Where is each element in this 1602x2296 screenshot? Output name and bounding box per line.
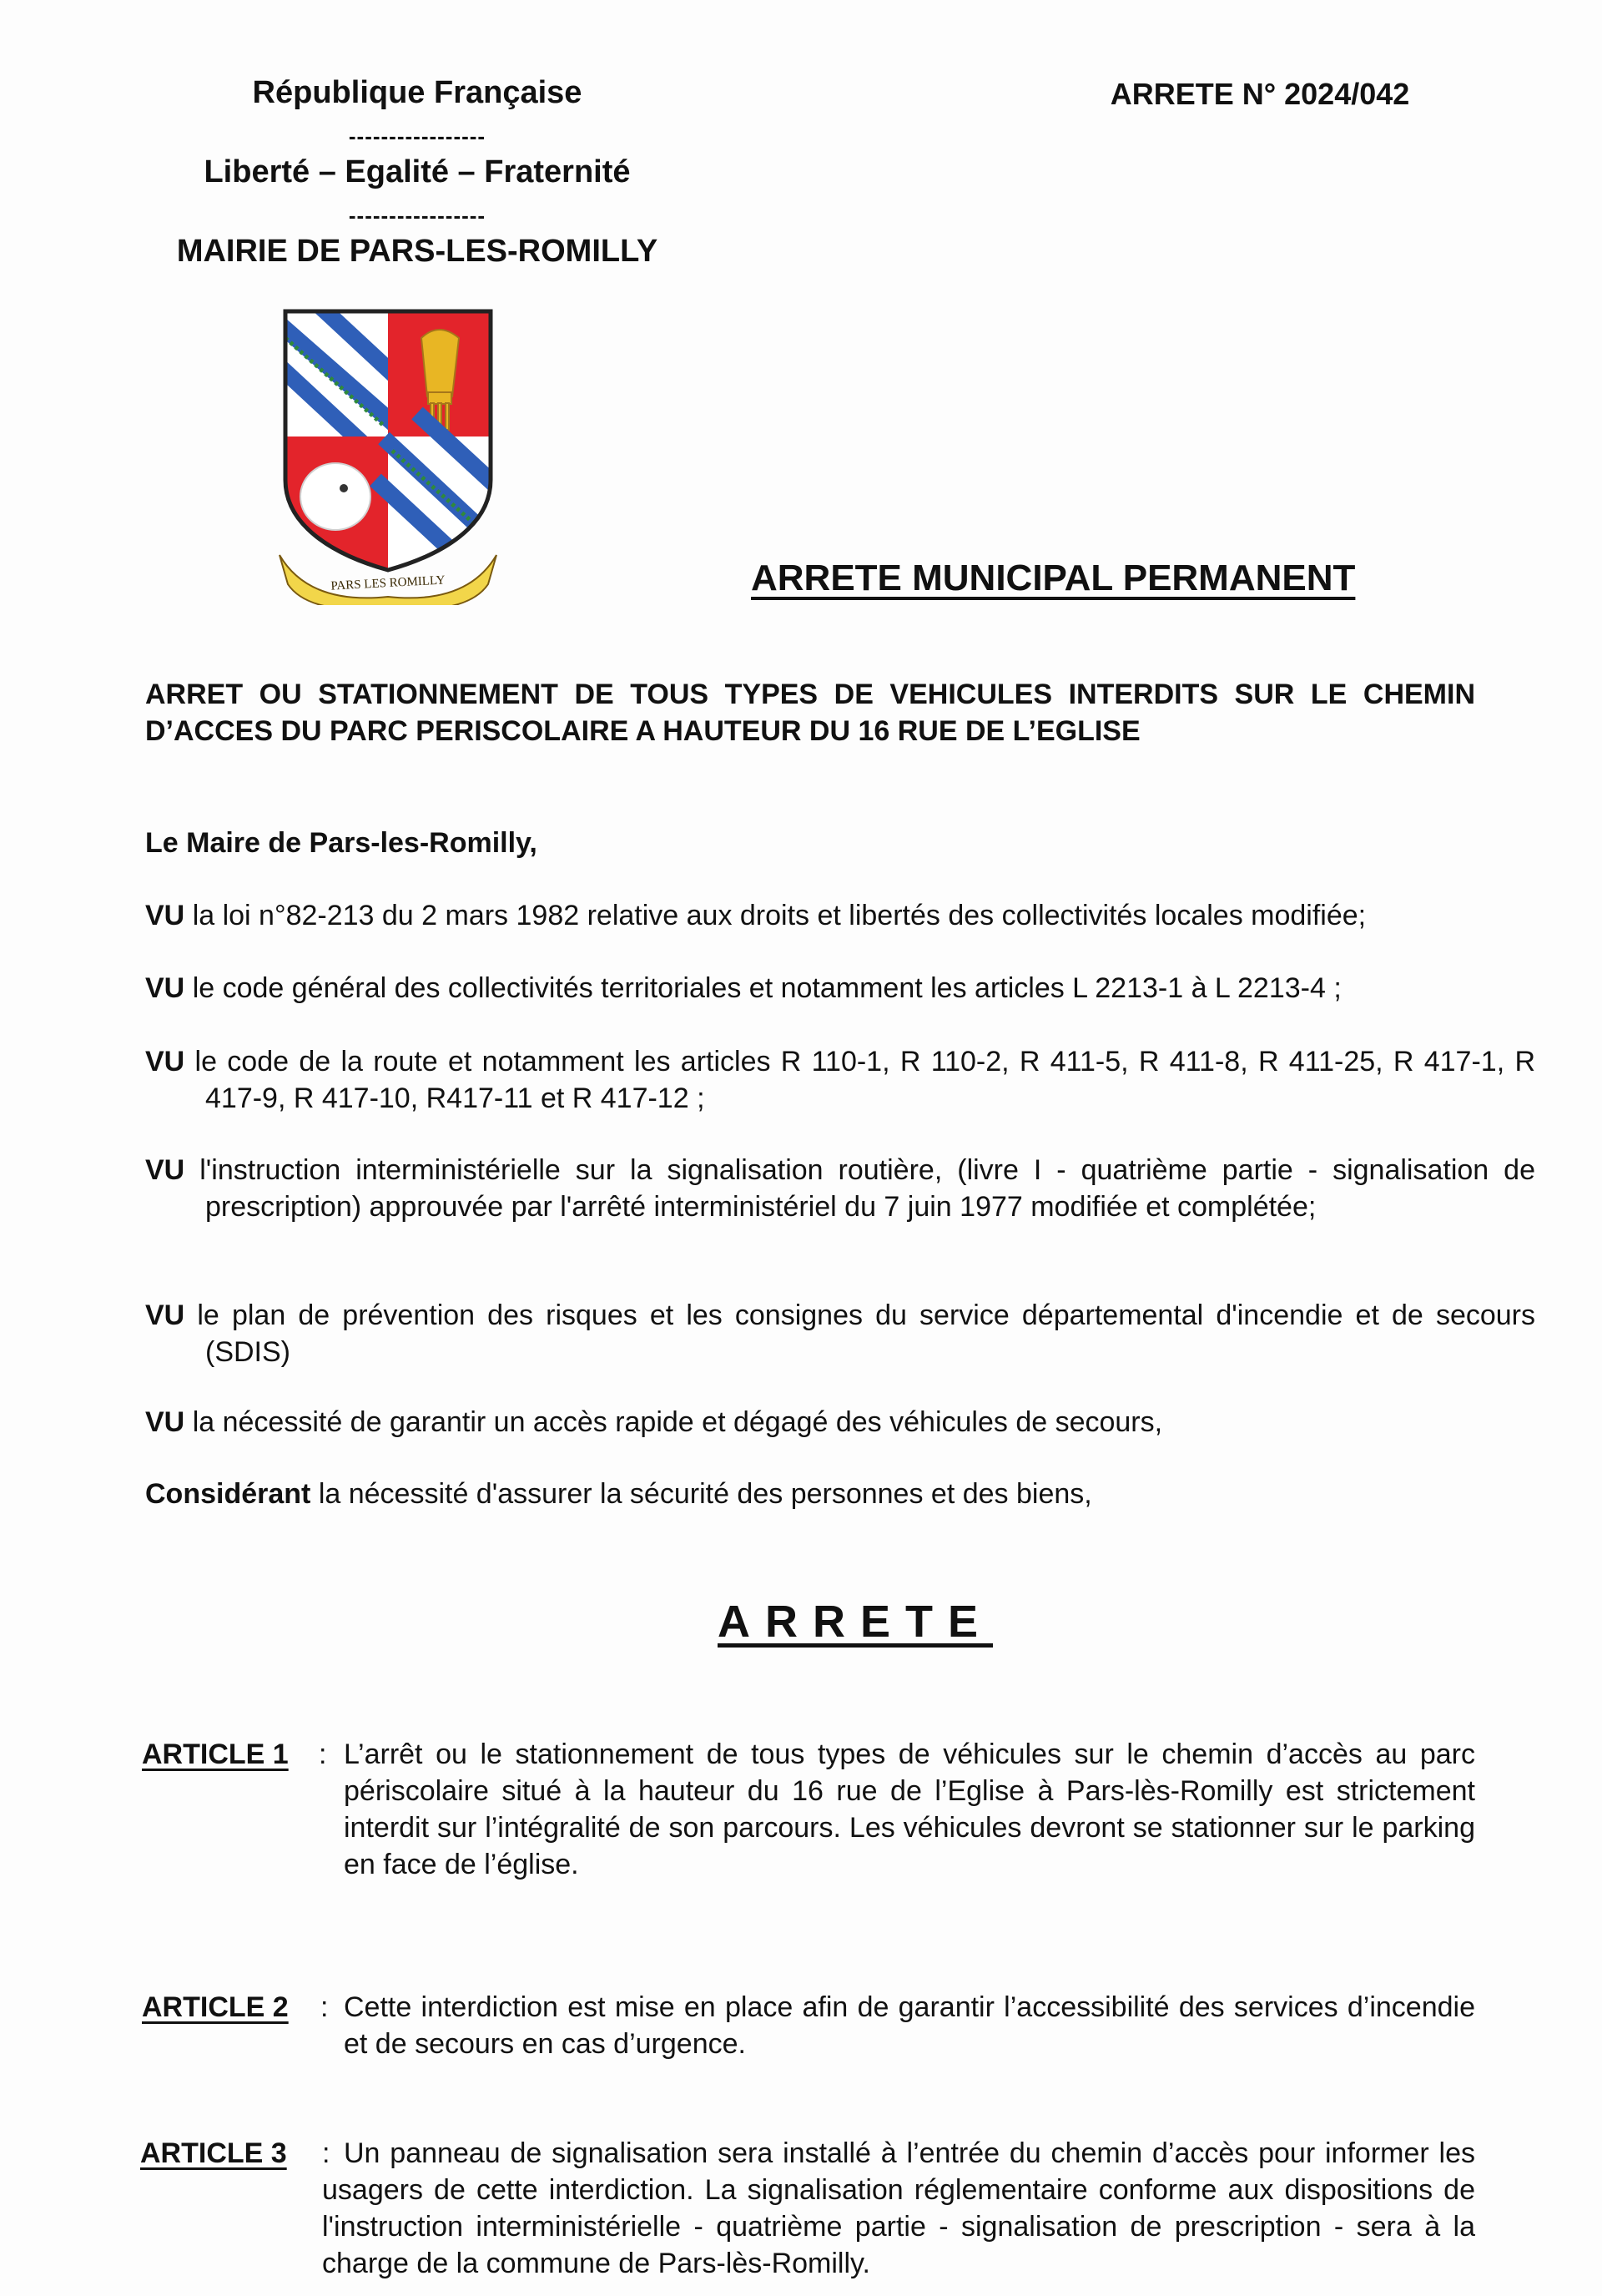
article-separator: : — [320, 1991, 329, 2023]
mayor-intro: Le Maire de Pars-les-Romilly, — [145, 827, 537, 859]
header-separator: ----------------- — [348, 124, 486, 149]
vu-text: la nécessité de garantir un accès rapide et dégagé des véhicules de secours, — [192, 1406, 1163, 1438]
article-text: Un panneau de signalisation sera installé à l’entrée du chemin d’accès pour informer les usagers de cette interdiction. La signalisation réglementaire conforme aux dispositions de l'instruction interministérielle - quatrième partie - signalisation de prescription - sera à la charge de la commune de Pars-lès-Romilly. — [322, 2137, 1475, 2279]
vu-label: VU — [145, 972, 185, 1004]
considerant-paragraph — [145, 1476, 1475, 1512]
article-label: ARTICLE 3 — [140, 2137, 287, 2169]
vu-paragraph — [145, 897, 1535, 934]
crest-scroll-text: PARS LES ROMILLY — [330, 573, 446, 593]
republic-heading: République Française — [252, 75, 582, 110]
motto: Liberté – Egalité – Fraternité — [204, 154, 631, 189]
vu-paragraph — [145, 1297, 1535, 1370]
mairie-name: MAIRIE DE PARS-LES-ROMILLY — [176, 234, 658, 269]
considerant-label: Considérant — [145, 1478, 311, 1510]
vu-text: l'instruction interministérielle sur la signalisation routière, (livre I - quatrième partie - signalisation de prescription) approuvée par l'arrêté interministériel du 7 juin 1977 modifiée et complétée; — [199, 1154, 1535, 1223]
considerant-text: la nécessité d'assurer la sécurité des personnes et des biens, — [318, 1478, 1092, 1510]
vu-label: VU — [145, 1299, 185, 1331]
article-label: ARTICLE 1 — [142, 1738, 289, 1770]
vu-text: la loi n°82-213 du 2 mars 1982 relative aux droits et libertés des collectivités locales modifiée; — [192, 900, 1367, 931]
article-separator: : — [322, 2137, 330, 2169]
vu-paragraph — [145, 1404, 1535, 1441]
vu-label: VU — [145, 1406, 185, 1438]
vu-paragraph — [145, 1043, 1535, 1117]
vu-text: le plan de prévention des risques et les consignes du service départemental d'incendie et de secours (SDIS) — [197, 1299, 1535, 1368]
subject-heading: ARRET OU STATIONNEMENT DE TOUS TYPES DE VEHICULES INTERDITS SUR LE CHEMIN D’ACCES DU PARC PERISCOLAIRE A HAUTEUR DU 16 RUE DE L’EGLISE — [145, 679, 1475, 747]
vu-paragraph — [145, 1152, 1535, 1225]
coat-of-arms-logo — [275, 305, 501, 605]
header-separator-2: ----------------- — [348, 203, 486, 228]
vu-text: le code de la route et notamment les articles R 110-1, R 110-2, R 411-5, R 411-8, R 411-25, R 417-1, R 417-9, R 417-10, R417-11 et R 417-12 ; — [194, 1046, 1535, 1114]
vu-label: VU — [145, 900, 185, 931]
crest-shield-icon — [275, 305, 501, 605]
arrete-number: ARRETE N° 2024/042 — [1110, 77, 1410, 111]
vu-text: le code général des collectivités territoriales et notamment les articles L 2213-1 à L 2213-4 ; — [192, 972, 1342, 1004]
article-text: Cette interdiction est mise en place afin de garantir l’accessibilité des services d’incendie et de secours en cas d’urgence. — [344, 1991, 1475, 2060]
vu-label: VU — [145, 1154, 185, 1186]
vu-paragraph — [145, 970, 1535, 1007]
article-label: ARTICLE 2 — [142, 1991, 289, 2023]
document-title: ARRETE MUNICIPAL PERMANENT — [751, 558, 1356, 598]
vu-label: VU — [145, 1046, 185, 1077]
arrete-heading: ARRETE — [718, 1597, 994, 1647]
article-separator: : — [319, 1738, 327, 1770]
article-text: L’arrêt ou le stationnement de tous types de véhicules sur le chemin d’accès au parc périscolaire situé à la hauteur du 16 rue de l’Eglise à Pars-lès-Romilly est strictement interdit sur l’intégralité de son parcours. Les véhicules devront se stationner sur le parking en face de l’église. — [344, 1738, 1475, 1880]
